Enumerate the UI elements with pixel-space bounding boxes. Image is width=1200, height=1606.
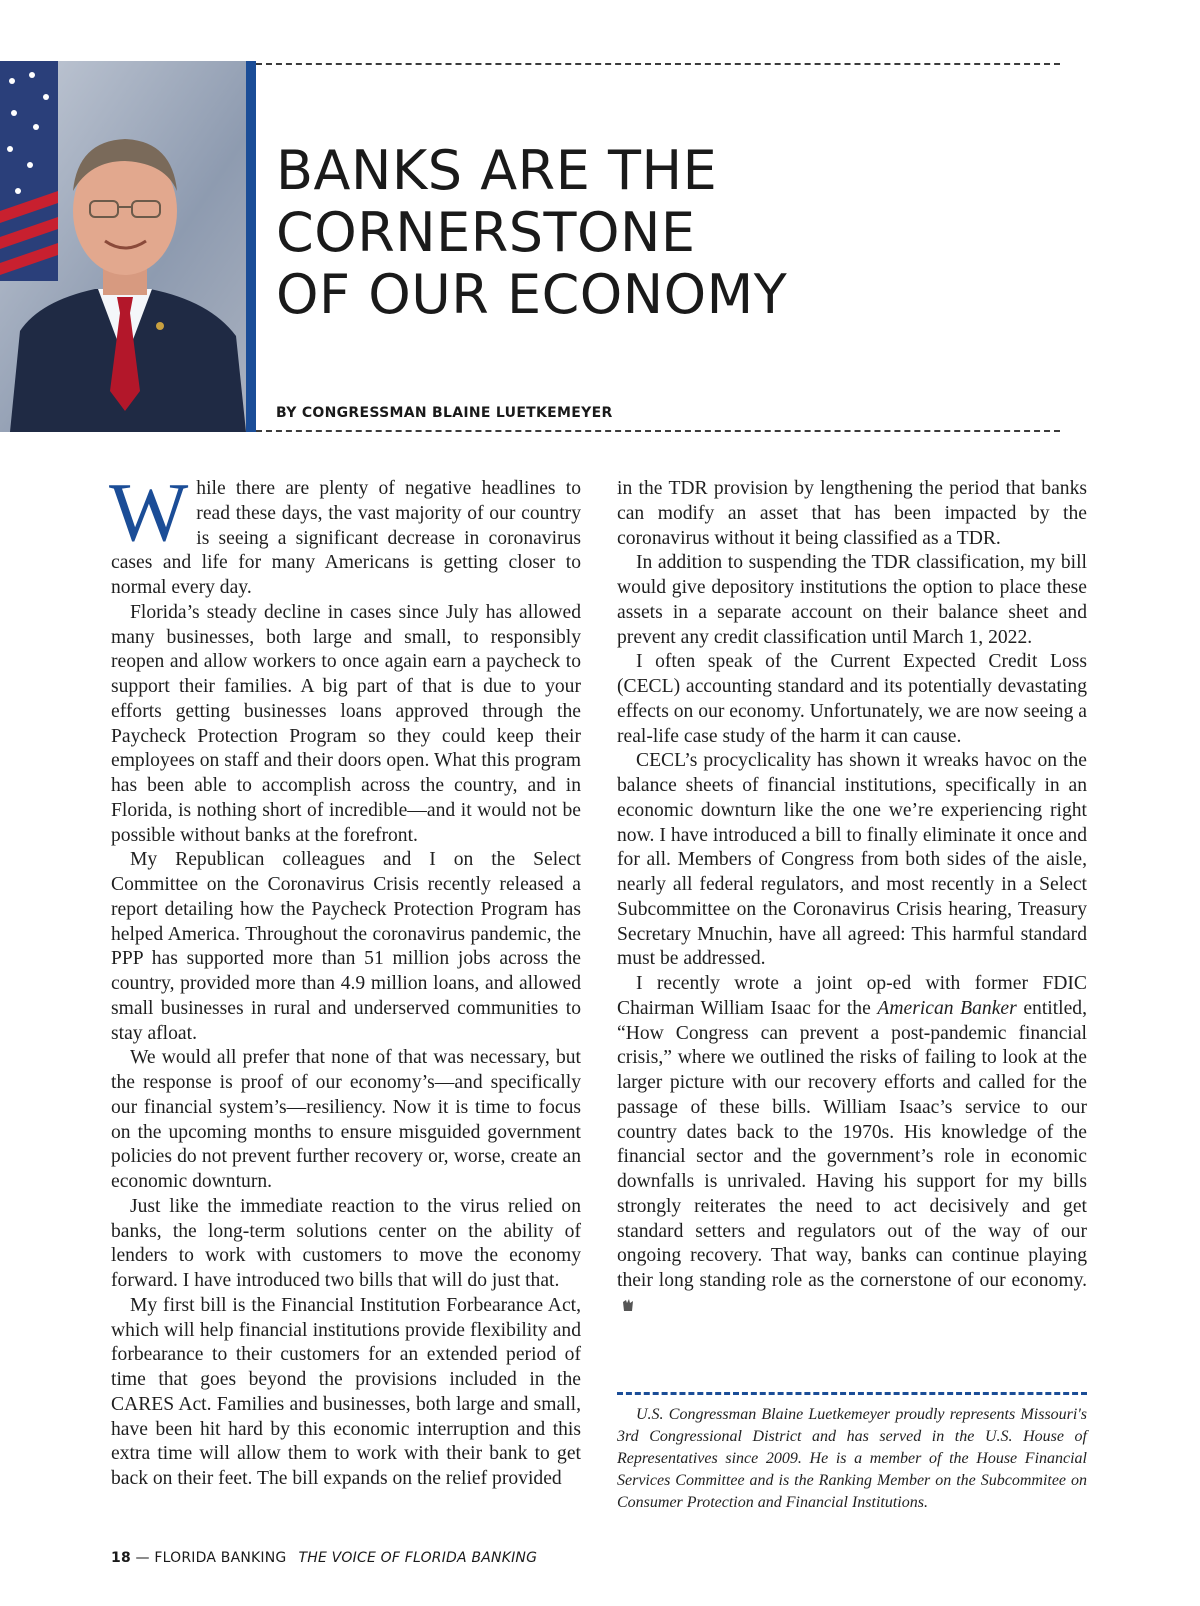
publication-tagline: THE VOICE OF FLORIDA BANKING (298, 1550, 538, 1566)
paragraph-4: We would all prefer that none of that was necessary, but the response is proof of our economy’s—and specifically our financial system’s—resiliency. Now it is time to focus on the upcoming months to ensure misguided government policies do not prevent further recovery or, worse, create an economic downturn. (111, 1047, 581, 1192)
right-column (617, 477, 1087, 1319)
article-title (276, 140, 976, 326)
paragraph-7: In addition to suspending the TDR classification, my bill would give depository institutions the option to place these assets in a separate account on their balance sheet and prevent any credit classification until March 1, 2022. (617, 552, 1087, 648)
paragraph-10 (617, 972, 1087, 1319)
drop-cap: W (109, 466, 189, 559)
paragraph-6: My first bill is the Financial Institution Forbearance Act, which will help financial institutions provide flexibility and forbearance to their customers for an extended period of time that goes beyond the provisions included in the CARES Act. Families and businesses, both large and small, have been hit hard by this economic interruption and this extra time will allow them to work with their bank to get back on their feet. The bill expands on the relief provided (111, 1294, 581, 1489)
portrait-accent-bar (246, 61, 256, 432)
title-line-2: CORNERSTONE (276, 201, 696, 264)
paragraph-5: Just like the immediate reaction to the virus relied on banks, the long-term solutions center on the ability of lenders to work with customers to move the economy forward. I have introduced two bills that will do just that. (111, 1195, 581, 1291)
paragraph-8: I often speak of the Current Expected Credit Loss (CECL) accounting standard and its potentially devastating effects on our economy. Unfortunately, we are now seeing a real-life case study of the harm it can cause. (617, 651, 1087, 747)
title-line-1: BANKS ARE THE (276, 139, 718, 202)
paragraph-10-text-b: entitled, “How Congress can prevent a post-pandemic financial crisis,” where we outlined the risks of failing to look at the larger picture with our recovery efforts and called for the passage of these bills. William Isaac’s service to our country dates back to the 1970s. His knowledge of the financial sector and the government’s role in economic downfalls is unrivaled. Having his support for my bills strongly reiterates the need to act decisively and get standard setters and regulators out of the way of our ongoing recovery. That way, banks can continue playing their long standing role as the cornerstone of our economy. (617, 997, 1087, 1291)
byline: BY CONGRESSMAN BLAINE LUETKEMEYER (276, 405, 613, 421)
publication-name: American Banker (877, 997, 1017, 1019)
publication-label: — FLORIDA BANKING (130, 1550, 287, 1566)
paragraph-3: My Republican colleagues and I on the Select Committee on the Coronavirus Crisis recently released a report detailing how the Paycheck Protection Program has helped America. Throughout the coronavirus pandemic, the PPP has supported more than 51 million jobs across the country, provided more than 4.9 million loans, and allowed small businesses in rural and underserved communities to stay afloat. (111, 849, 581, 1044)
paragraph-1-text: hile there are plenty of negative headlines to read these days, the vast majority of our country is seeing a significant decrease in coronavirus cases and life for many Americans is getting closer to normal every day. (111, 478, 581, 598)
author-bio (617, 1404, 1087, 1514)
left-column (109, 466, 581, 1492)
paragraph-6-continuation: in the TDR provision by lengthening the period that banks can modify an asset that has been impacted by the coronavirus without it being classified as a TDR. (617, 478, 1087, 549)
page-footer (111, 1550, 537, 1566)
top-dashed-rule (256, 63, 1060, 65)
paragraph-1 (109, 466, 581, 601)
bio-dashed-rule (617, 1392, 1087, 1395)
end-of-article-mark-icon (621, 1298, 634, 1312)
paragraph-9: CECL’s procyclicality has shown it wreaks havoc on the balance sheets of financial institutions, specifically in an economic downturn like the one we’re experiencing right now. I have introduced a bill to finally eliminate it once and for all. Members of Congress from both sides of the aisle, nearly all federal regulators, and most recently in a Select Subcommittee on the Coronavirus Crisis hearing, Treasury Secretary Mnuchin, have all agreed: This harmful standard must be addressed. (617, 750, 1087, 970)
page-number: 18 (111, 1550, 131, 1566)
header-dashed-rule (256, 430, 1060, 432)
title-line-3: OF OUR ECONOMY (276, 263, 788, 326)
author-bio-text: U.S. Congressman Blaine Luetkemeyer proudly represents Missouri's 3rd Congressional District and has served in the U.S. House of Representatives since 2009. He is a member of the House Financial Services Committee and is the Ranking Member on the Subcommitee on Consumer Protection and Financial Institutions. (617, 1406, 1087, 1511)
paragraph-2: Florida’s steady decline in cases since July has allowed many businesses, both large and small, to responsibly reopen and allow workers to once again earn a paycheck to support their families. A big part of that is due to your efforts getting businesses loans approved through the Paycheck Protection Program so they could keep their employees on staff and their doors open. What this program has been able to accomplish across the country, and in Florida, is nothing short of incredible—and it would not be possible without banks at the forefront. (111, 601, 581, 846)
paragraph-10-text-a: I recently wrote a joint op-ed with former FDIC Chairman William Isaac for the (617, 973, 1087, 1019)
author-portrait (0, 61, 246, 432)
